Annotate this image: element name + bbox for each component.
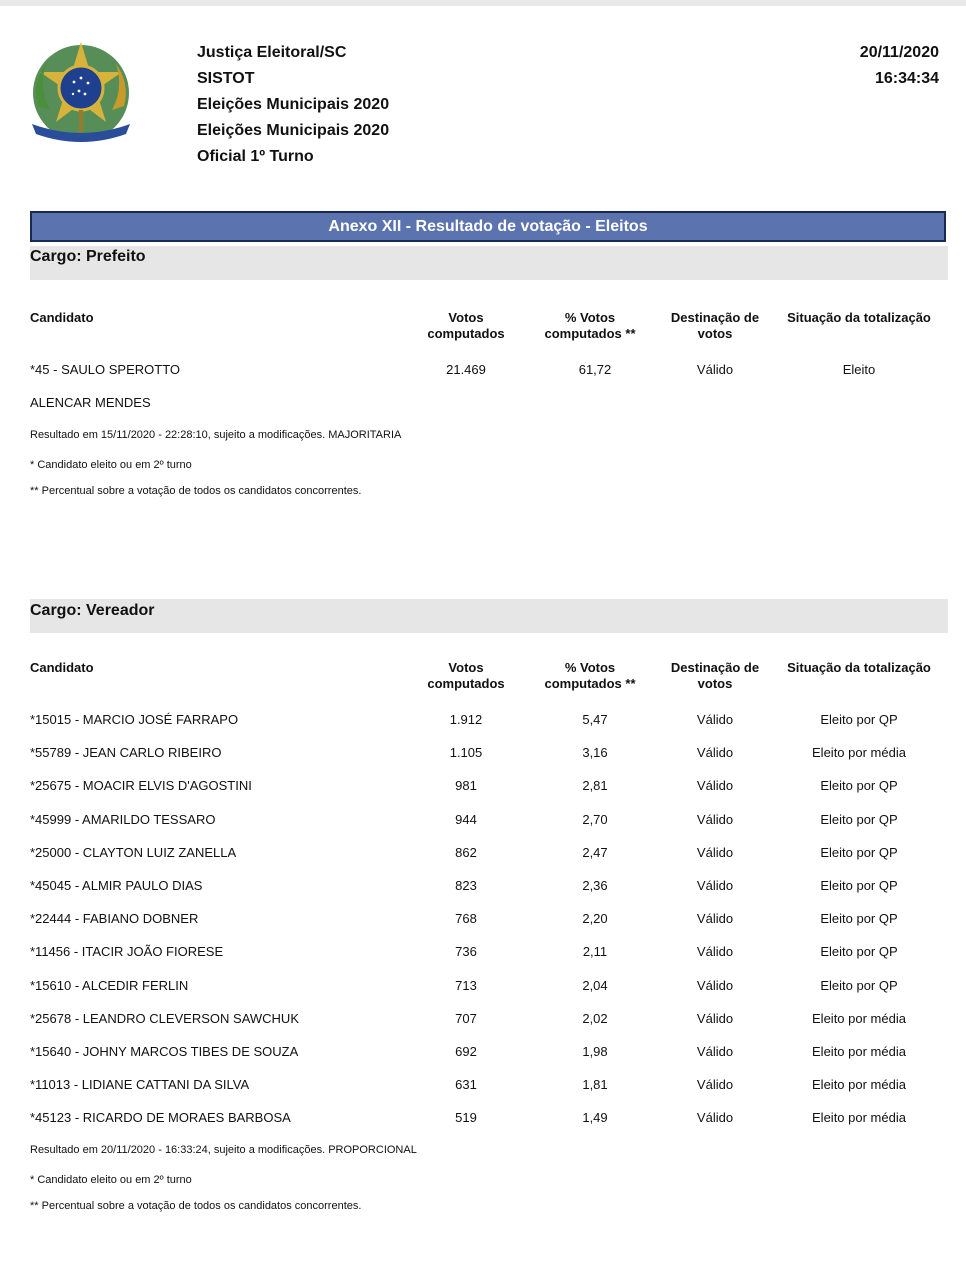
candidate-pct: 1,81 (582, 1077, 608, 1092)
candidate-pct: 2,47 (582, 845, 608, 860)
annex-title-bar (30, 211, 946, 242)
report-date: 20/11/2020 (859, 44, 939, 61)
col-header-pct: % Votos computados ** (544, 310, 636, 341)
candidate-name: *11013 - LIDIANE CATTANI DA SILVA (30, 1077, 250, 1092)
result-note: Resultado em 15/11/2020 - 22:28:10, sujeito a modificações. MAJORITARIA (30, 429, 402, 441)
candidate-votes: 519 (455, 1110, 477, 1125)
candidate-votes: 631 (455, 1077, 477, 1092)
footnote-eleito: * Candidato eleito ou em 2º turno (30, 1174, 192, 1186)
candidate-votes: 981 (455, 778, 477, 793)
annex-title: Anexo XII - Resultado de votação - Eleitos (328, 217, 648, 235)
col-header-destinacao: Destinação de votos (670, 660, 760, 691)
cargo-prefeito-title: Cargo: Prefeito (30, 248, 146, 265)
org-line-election: Eleições Municipais 2020 (197, 96, 390, 113)
candidate-pct: 2,02 (582, 1011, 608, 1026)
col-header-candidato: Candidato (30, 660, 94, 675)
footnote-percentual: ** Percentual sobre a votação de todos os candidatos concorrentes. (30, 485, 362, 497)
candidate-votes: 1.912 (449, 712, 483, 727)
candidate-situacao: Eleito por QP (820, 845, 898, 860)
candidate-name: *15610 - ALCEDIR FERLIN (30, 978, 189, 993)
cargo-vereador-title: Cargo: Vereador (30, 602, 155, 619)
candidate-destinacao: Válido (696, 944, 734, 959)
candidate-votes: 862 (455, 845, 477, 860)
candidate-name: *15015 - MARCIO JOSÉ FARRAPO (30, 712, 239, 727)
col-header-situacao: Situação da totalização (787, 660, 931, 675)
col-header-pct: % Votos computados ** (544, 660, 636, 691)
cargo-prefeito-bar (30, 246, 948, 280)
candidate-situacao: Eleito (842, 362, 876, 377)
candidate-name: *45 - SAULO SPEROTTO (30, 362, 181, 377)
candidate-votes: 707 (455, 1011, 477, 1026)
candidate-votes: 823 (455, 878, 477, 893)
candidate-destinacao: Válido (696, 1110, 734, 1125)
candidate-votes: 713 (455, 978, 477, 993)
brazil-coat-of-arms-icon (24, 36, 138, 150)
cargo-vereador-bar (30, 599, 948, 633)
candidate-name: *45123 - RICARDO DE MORAES BARBOSA (30, 1110, 291, 1125)
candidate-destinacao: Válido (696, 745, 734, 760)
candidate-name: *55789 - JEAN CARLO RIBEIRO (30, 745, 222, 760)
candidate-pct: 2,70 (582, 812, 608, 827)
candidate-situacao: Eleito por média (812, 1011, 906, 1026)
candidate-name: *15640 - JOHNY MARCOS TIBES DE SOUZA (30, 1044, 299, 1059)
candidate-destinacao: Válido (696, 911, 734, 926)
candidate-votes: 1.105 (449, 745, 483, 760)
candidate-name: *22444 - FABIANO DOBNER (30, 911, 199, 926)
candidate-destinacao: Válido (696, 978, 734, 993)
candidate-pct: 1,49 (582, 1110, 608, 1125)
org-line-election-2: Eleições Municipais 2020 (197, 122, 390, 139)
candidate-pct: 2,20 (582, 911, 608, 926)
candidate-name: *45999 - AMARILDO TESSARO (30, 812, 216, 827)
candidate-pct: 2,11 (582, 944, 608, 959)
org-line-system: SISTOT (197, 70, 255, 87)
org-line-round: Oficial 1º Turno (197, 148, 314, 165)
result-note: Resultado em 20/11/2020 - 16:33:24, sujeito a modificações. PROPORCIONAL (30, 1144, 417, 1156)
candidate-destinacao: Válido (696, 1044, 734, 1059)
candidate-votes: 944 (455, 812, 477, 827)
candidate-pct: 1,98 (582, 1044, 608, 1059)
candidate-destinacao: Válido (696, 1077, 734, 1092)
candidate-votes: 768 (455, 911, 477, 926)
candidate-situacao: Eleito por QP (820, 712, 898, 727)
candidate-situacao: Eleito por QP (820, 978, 898, 993)
candidate-destinacao: Válido (696, 845, 734, 860)
organization-header (197, 40, 389, 170)
candidate-name: *25675 - MOACIR ELVIS D'AGOSTINI (30, 778, 252, 793)
candidate-situacao: Eleito por QP (820, 944, 898, 959)
candidate-destinacao: Válido (696, 778, 734, 793)
candidate-pct: 2,36 (582, 878, 608, 893)
candidate-destinacao: Válido (696, 362, 734, 377)
col-header-votos: Votos computados (427, 310, 505, 341)
candidate-situacao: Eleito por QP (820, 812, 898, 827)
candidate-situacao: Eleito por média (812, 1077, 906, 1092)
page-top-strip (0, 0, 966, 6)
candidate-name: *45045 - ALMIR PAULO DIAS (30, 878, 203, 893)
org-line-justica: Justiça Eleitoral/SC (197, 44, 347, 61)
candidate-votes: 21.469 (446, 362, 486, 377)
candidate-pct: 2,04 (582, 978, 608, 993)
candidate-pct: 3,16 (582, 745, 608, 760)
col-header-destinacao: Destinação de votos (670, 310, 760, 341)
candidate-situacao: Eleito por QP (820, 878, 898, 893)
candidate-situacao: Eleito por média (812, 1110, 906, 1125)
candidate-votes: 692 (455, 1044, 477, 1059)
col-header-candidato: Candidato (30, 310, 94, 325)
candidate-pct: 61,72 (578, 362, 612, 377)
report-time: 16:34:34 (874, 70, 939, 87)
candidate-votes: 736 (455, 944, 477, 959)
candidate-situacao: Eleito por média (812, 1044, 906, 1059)
candidate-destinacao: Válido (696, 712, 734, 727)
col-header-situacao: Situação da totalização (787, 310, 931, 325)
candidate-name: *25000 - CLAYTON LUIZ ZANELLA (30, 845, 237, 860)
candidate-destinacao: Válido (696, 1011, 734, 1026)
candidate-situacao: Eleito por média (812, 745, 906, 760)
candidate-situacao: Eleito por QP (820, 911, 898, 926)
candidate-name: *25678 - LEANDRO CLEVERSON SAWCHUK (30, 1011, 299, 1026)
candidate-situacao: Eleito por QP (820, 778, 898, 793)
candidate-pct: 5,47 (582, 712, 608, 727)
col-header-votos: Votos computados (427, 660, 505, 691)
candidate-name: *11456 - ITACIR JOÃO FIORESE (30, 944, 224, 959)
footnote-percentual: ** Percentual sobre a votação de todos os candidatos concorrentes. (30, 1200, 362, 1212)
report-datetime (860, 40, 939, 92)
footnote-eleito: * Candidato eleito ou em 2º turno (30, 459, 192, 471)
candidate-destinacao: Válido (696, 878, 734, 893)
candidate-destinacao: Válido (696, 812, 734, 827)
candidate-pct: 2,81 (582, 778, 608, 793)
vice-candidate-name: ALENCAR MENDES (30, 395, 151, 410)
